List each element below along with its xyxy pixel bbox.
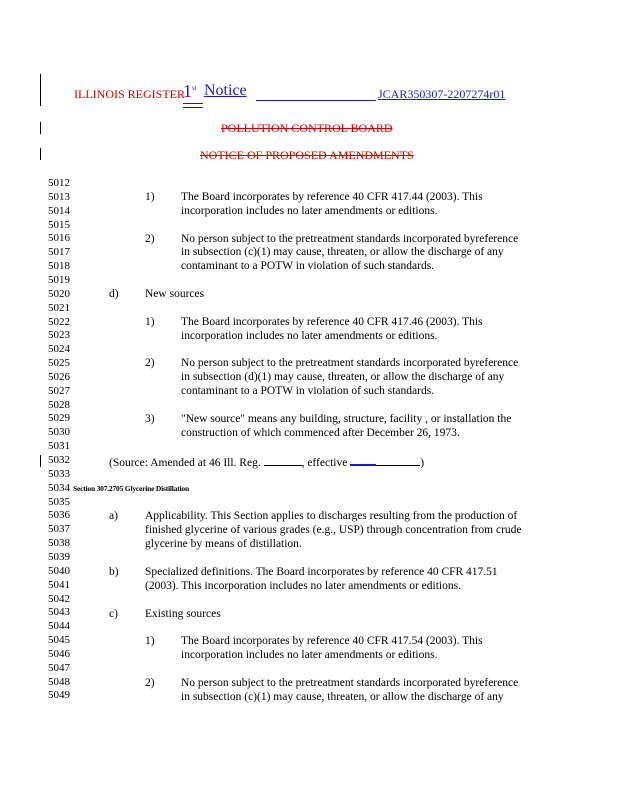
paragraph-line: (2003). This incorporation includes no later amendments or editions. — [145, 580, 461, 592]
paragraph-line: The Board incorporates by reference 40 CFR 417.54 (2003). This — [181, 635, 483, 647]
paragraph-line: in subsection (c)(1) may cause, threaten, or allow the discharge of any — [181, 691, 504, 703]
paragraph-line: contaminant to a POTW in violation of such standards. — [181, 385, 435, 397]
line-number: 5021 — [48, 301, 70, 314]
line-number: 5023 — [48, 329, 70, 342]
line-number: 5047 — [48, 661, 70, 674]
line-number: 5042 — [48, 592, 70, 605]
line-number: 5025 — [48, 357, 70, 370]
paragraph-line: glycerine by means of distillation. — [145, 538, 302, 550]
source-effective: , effective — [301, 457, 351, 469]
paragraph-line: Specialized definitions. The Board incorporates by reference 40 CFR 417.51 — [145, 566, 498, 578]
change-bar — [40, 74, 41, 106]
notice-label: Notice — [204, 82, 247, 99]
subsection-marker: a) — [109, 510, 118, 522]
paragraph-line: No person subject to the pretreatment standards incorporated byreference — [181, 357, 519, 369]
item-marker: 2) — [145, 677, 155, 689]
line-number: 5015 — [48, 218, 70, 231]
paragraph-line: contaminant to a POTW in violation of such standards. — [181, 260, 435, 272]
line-number: 5013 — [48, 190, 70, 203]
board-name: POLLUTION CONTROL BOARD — [221, 121, 393, 135]
item-marker: 1) — [145, 316, 155, 328]
line-number: 5032 — [48, 454, 70, 466]
paragraph-line: Applicability. This Section applies to discharges resulting from the production of — [145, 510, 518, 522]
subsection-heading: Existing sources — [145, 608, 221, 620]
line-number: 5016 — [48, 232, 70, 245]
subsection-marker: b) — [109, 566, 119, 578]
item-marker: 1) — [145, 635, 155, 647]
subsection-heading: New sources — [145, 288, 205, 300]
line-number: 5034 — [48, 481, 70, 494]
line-number: 5030 — [48, 426, 70, 439]
effective-blank-edit — [350, 455, 376, 466]
paragraph-line: The Board incorporates by reference 40 CFR 417.44 (2003). This — [181, 191, 483, 203]
item-marker: 1) — [145, 191, 155, 203]
line-number: 5037 — [48, 523, 70, 536]
line-number: 5045 — [48, 634, 70, 647]
line-number: 5039 — [48, 550, 70, 563]
page-number-value: 1 — [183, 81, 192, 101]
line-number: 5048 — [48, 675, 70, 688]
line-number: 5027 — [48, 384, 70, 397]
line-number: 5026 — [48, 370, 70, 383]
line-number: 5019 — [48, 273, 70, 286]
notice-rule — [256, 100, 376, 101]
line-number: 5033 — [48, 467, 70, 480]
paragraph-line: in subsection (d)(1) may cause, threaten, or allow the discharge of any — [181, 371, 505, 383]
register-title: ILLINOIS REGISTER — [74, 87, 185, 101]
notice-heading: NOTICE OF PROPOSED AMENDMENTS — [200, 148, 414, 162]
paragraph-line: incorporation includes no later amendments or editions. — [181, 649, 438, 661]
line-number: 5035 — [48, 495, 70, 508]
line-number: 5020 — [48, 287, 70, 300]
page-number-underline — [183, 103, 203, 108]
paragraph-line: No person subject to the pretreatment standards incorporated byreference — [181, 233, 519, 245]
line-number: 5028 — [48, 398, 70, 411]
item-marker: 2) — [145, 357, 155, 369]
page-number-superscript: st — [192, 84, 197, 92]
line-number: 5018 — [48, 260, 70, 273]
source-close: ) — [420, 457, 425, 469]
paragraph-line: The Board incorporates by reference 40 CFR 417.46 (2003). This — [181, 316, 483, 328]
line-number: 5049 — [48, 689, 70, 702]
line-number: 5022 — [48, 315, 70, 328]
change-bar — [40, 122, 41, 134]
source-note — [109, 455, 424, 471]
paragraph-line: incorporation includes no later amendments or editions. — [181, 205, 438, 217]
change-bar — [40, 148, 41, 160]
line-number: 5036 — [48, 509, 70, 522]
line-number: 5024 — [48, 343, 70, 356]
paragraph-line: finished glycerine of various grades (e.g., USP) through concentration from crude — [145, 524, 522, 536]
source-prefix: (Source: Amended at 46 Ill. Reg. — [109, 457, 264, 469]
line-number: 5040 — [48, 564, 70, 577]
line-number: 5044 — [48, 620, 70, 633]
line-number: 5012 — [48, 177, 70, 189]
line-number: 5014 — [48, 204, 70, 217]
line-number: 5038 — [48, 537, 70, 550]
change-bar — [40, 455, 41, 467]
register-blank — [264, 456, 302, 466]
line-number: 5029 — [48, 412, 70, 425]
paragraph-line: construction of which commenced after December 26, 1973. — [181, 427, 460, 439]
line-number: 5041 — [48, 578, 70, 591]
subsection-marker: d) — [109, 288, 119, 300]
page-number — [183, 81, 197, 102]
item-marker: 2) — [145, 233, 155, 245]
line-number: 5017 — [48, 246, 70, 259]
line-number: 5043 — [48, 606, 70, 619]
section-heading: Section 307.2705 Glycerine Distillation — [73, 484, 189, 493]
paragraph-line: "New source" means any building, structure, facility , or installation the — [181, 413, 512, 425]
effective-blank — [376, 456, 420, 466]
paragraph-line: in subsection (c)(1) may cause, threaten, or allow the discharge of any — [181, 246, 504, 258]
paragraph-line: No person subject to the pretreatment standards incorporated byreference — [181, 677, 519, 689]
item-marker: 3) — [145, 413, 155, 425]
paragraph-line: incorporation includes no later amendments or editions. — [181, 330, 438, 342]
subsection-marker: c) — [109, 608, 118, 620]
line-number: 5031 — [48, 440, 70, 453]
line-number: 5046 — [48, 647, 70, 660]
jcar-code: JCAR350307-2207274r01 — [378, 87, 506, 101]
